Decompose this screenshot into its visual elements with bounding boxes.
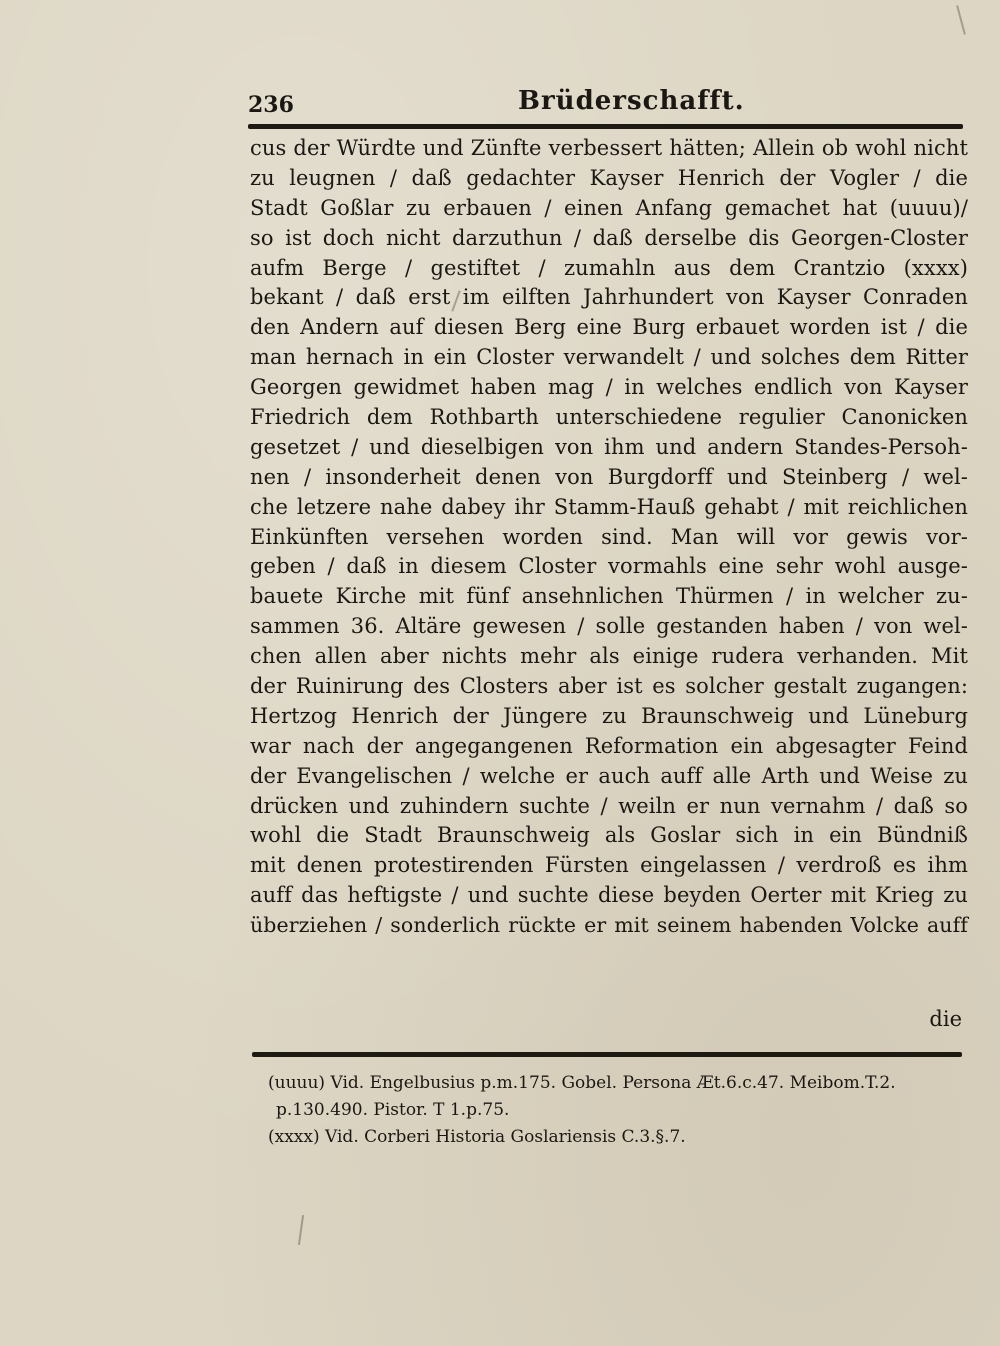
text-line: der Evangelischen / welche er auch auff alle Arth und Weise zu xyxy=(250,763,968,788)
text-line: nen / insonderheit denen von Burgdorff und Steinberg / wel- xyxy=(250,464,968,489)
text-line: gesetzet / und dieselbigen von ihm und andern Standes-Persoh- xyxy=(250,434,968,459)
text-line: Hertzog Henrich der Jüngere zu Braunschweig und Lüneburg xyxy=(250,703,968,728)
text-line: Stadt Goßlar zu erbauen / einen Anfang gemachet hat (uuuu)/ xyxy=(250,195,968,220)
footnotes xyxy=(268,1070,968,1151)
footnote-line: (uuuu) Vid. Engelbusius p.m.175. Gobel. Persona Æt.6.c.47. Meibom.T.2. xyxy=(268,1073,896,1093)
text-line: chen allen aber nichts mehr als einige rudera verhanden. Mit xyxy=(250,644,968,669)
text-line: man hernach in ein Closter verwandelt / und solches dem Ritter xyxy=(250,345,968,370)
running-title: Brüderschafft. xyxy=(518,86,745,116)
text-line: den Andern auf diesen Berg eine Burg erbauet worden ist / die xyxy=(250,315,968,340)
text-line: wohl die Stadt Braunschweig als Goslar sich in ein Bündniß xyxy=(250,823,968,848)
text-line: so ist doch nicht darzuthun / daß derselbe dis Georgen-Closter xyxy=(250,225,968,250)
footnote-line: (xxxx) Vid. Corberi Historia Goslariensis C.3.§.7. xyxy=(268,1127,686,1147)
text-line: Einkünften versehen worden sind. Man will vor gewis vor- xyxy=(250,524,968,549)
text-line: geben / daß in diesem Closter vormahls eine sehr wohl ausge- xyxy=(250,554,968,579)
text-line: bauete Kirche mit fünf ansehnlichen Thürmen / in welcher zu- xyxy=(250,584,968,609)
text-line: che letzere nahe dabey ihr Stamm-Hauß gehabt / mit reichlichen xyxy=(250,494,968,519)
text-line: auff das heftigste / und suchte diese beyden Oerter mit Krieg zu xyxy=(250,883,968,908)
text-line: Georgen gewidmet haben mag / in welches endlich von Kayser xyxy=(250,375,968,400)
catchword: die xyxy=(929,1007,962,1031)
page-number: 236 xyxy=(248,92,294,118)
header-rule xyxy=(248,124,963,129)
text-line: war nach der angegangenen Reformation ein abgesagter Feind xyxy=(250,733,968,758)
footnote-rule xyxy=(252,1052,962,1057)
text-line: cus der Würdte und Zünfte verbessert hätten; Allein ob wohl nicht xyxy=(250,136,968,160)
text-line: zu leugnen / daß gedachter Kayser Henrich der Vogler / die xyxy=(250,165,968,190)
text-line: aufm Berge / gestiftet / zumahln aus dem Crantzio (xxxx) xyxy=(250,255,968,280)
catchword-row xyxy=(250,1007,962,1037)
paper-speck xyxy=(298,1215,304,1245)
text-line: überziehen / sonderlich rückte er mit seinem habenden Volcke auff xyxy=(250,913,968,938)
text-line: sammen 36. Altäre gewesen / solle gestanden haben / von wel- xyxy=(250,614,968,639)
text-line: der Ruinirung des Closters aber ist es solcher gestalt zugangen: xyxy=(250,674,968,699)
footnote-line: p.130.490. Pistor. T 1.p.75. xyxy=(276,1100,510,1120)
paper-speck xyxy=(956,5,966,34)
text-line: mit denen protestirenden Fürsten eingelassen / verdroß es ihm xyxy=(250,853,968,878)
body-text xyxy=(250,134,968,941)
text-line: bekant / daß erst im eilften Jahrhundert von Kayser Conraden xyxy=(250,285,968,310)
text-line: drücken und zuhindern suchte / weiln er nun vernahm / daß so xyxy=(250,793,968,818)
text-line: Friedrich dem Rothbarth unterschiedene regulier Canonicken xyxy=(250,405,968,430)
page-header xyxy=(248,86,963,120)
